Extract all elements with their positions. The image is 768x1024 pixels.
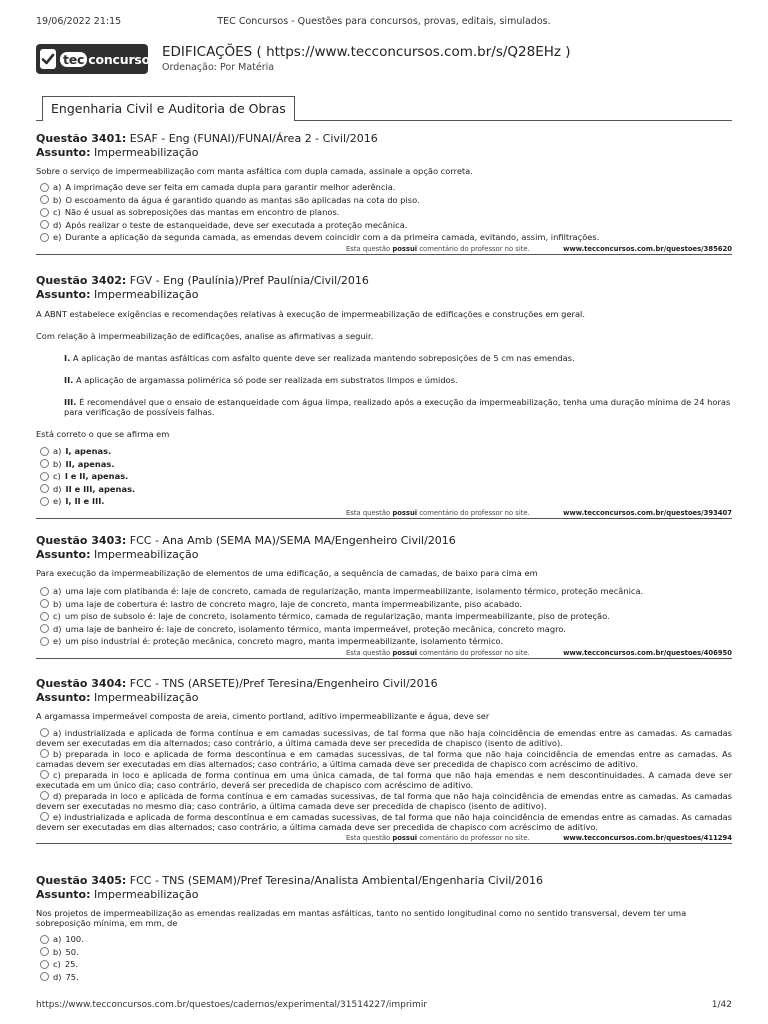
option-e[interactable]: e) Durante a aplicação da segunda camada, as emendas devem coincidir com a da primeira camada, evitando, assim, infiltrações. bbox=[36, 231, 732, 244]
print-url: https://www.tecconcursos.com.br/questoes/cadernos/experimental/31514227/imprimir bbox=[36, 1000, 428, 1010]
question-footer bbox=[36, 244, 732, 255]
question-subject: Assunto: Impermeabilização bbox=[36, 691, 199, 704]
question-statement: Nos projetos de impermeabilização as emendas realizadas em mantas asfálticas, tanto no sentido longitudinal como no sentido transversal, devem ter uma sobreposição mínima, em mm, de bbox=[36, 908, 687, 928]
question-3403 bbox=[36, 534, 732, 659]
statement-item: I. A aplicação de mantas asfálticas com asfalto quente deve ser realizada mantendo sobreposições de 5 cm nas emendas. bbox=[64, 353, 575, 363]
radio-button[interactable] bbox=[40, 233, 49, 242]
radio-button[interactable] bbox=[40, 960, 49, 969]
radio-button[interactable] bbox=[40, 484, 49, 493]
option-a[interactable]: a) uma laje com platibanda é: laje de concreto, camada de regularização, manta impermeabilizante, isolamento térmico, proteção mecânica. bbox=[36, 585, 732, 598]
radio-button[interactable] bbox=[40, 599, 49, 608]
option-e[interactable]: e) um piso industrial é: proteção mecânica, concreto magro, manta impermeabilizante, isolamento térmico. bbox=[36, 635, 732, 648]
radio-button[interactable] bbox=[40, 612, 49, 621]
question-header: Questão 3403: FCC - Ana Amb (SEMA MA)/SEMA MA/Engenheiro Civil/2016 bbox=[36, 534, 456, 547]
question-header: Questão 3402: FGV - Eng (Paulínia)/Pref Paulínia/Civil/2016 bbox=[36, 274, 369, 287]
print-page-title: TEC Concursos - Questões para concursos, provas, editais, simulados. bbox=[217, 16, 551, 27]
question-link[interactable]: www.tecconcursos.com.br/questoes/411294 bbox=[563, 834, 732, 842]
option-c[interactable]: c) um piso de subsolo é: laje de concreto, isolamento térmico, camada de regularização, manta impermeabilizante, piso de proteção. bbox=[36, 610, 732, 623]
question-statement: A argamassa impermeável composta de areia, cimento portland, aditivo impermeabilizante e água, deve ser bbox=[36, 711, 490, 721]
question-link[interactable]: www.tecconcursos.com.br/questoes/385620 bbox=[563, 244, 732, 253]
radio-button[interactable] bbox=[40, 947, 49, 956]
comment-note: Esta questão possui comentário do professor no site. bbox=[346, 508, 530, 517]
check-icon bbox=[40, 49, 56, 69]
print-datetime: 19/06/2022 21:15 bbox=[36, 16, 122, 27]
question-footer bbox=[36, 508, 732, 519]
option-e[interactable]: e) industrializada e aplicada de forma descontínua e em camadas sucessivas, de tal forma que não haja coincidência de emendas entre as camadas. As camadas devem ser executadas em dias alternados; caso contrário, a última camada deve ser precedida de chapisco com acréscimo de aditivo. bbox=[36, 812, 732, 832]
question-statement: Sobre o serviço de impermeabilização com manta asfáltica com dupla camada, assinale a opção correta. bbox=[36, 166, 473, 176]
question-subject: Assunto: Impermeabilização bbox=[36, 288, 199, 301]
radio-button[interactable] bbox=[40, 195, 49, 204]
option-d[interactable]: d) uma laje de banheiro é: laje de concreto, isolamento térmico, manta impermeável, proteção mecânica, concreto magro. bbox=[36, 623, 732, 636]
radio-button[interactable] bbox=[40, 447, 49, 456]
option-d[interactable]: d) 75. bbox=[36, 971, 732, 984]
question-paragraph: A ABNT estabelece exigências e recomendações relativas à execução de impermeabilização de edificações e construções em geral. bbox=[36, 309, 585, 319]
option-a[interactable]: a) 100. bbox=[36, 933, 732, 946]
option-c[interactable]: c) I e II, apenas. bbox=[36, 470, 732, 483]
question-subject: Assunto: Impermeabilização bbox=[36, 548, 199, 561]
print-header bbox=[36, 16, 732, 30]
radio-button[interactable] bbox=[40, 812, 49, 821]
question-header: Questão 3405: FCC - TNS (SEMAM)/Pref Teresina/Analista Ambiental/Engenharia Civil/2016 bbox=[36, 874, 544, 887]
option-b[interactable]: b) II, apenas. bbox=[36, 458, 732, 471]
topic-heading: Engenharia Civil e Auditoria de Obras bbox=[42, 96, 295, 121]
radio-button[interactable] bbox=[40, 972, 49, 981]
option-b[interactable]: b) 50. bbox=[36, 946, 732, 959]
option-d[interactable]: d) preparada in loco e aplicada de forma contínua e em camadas sucessivas, de tal forma que não haja coincidência de emendas entre as camadas. As camadas devem ser executadas no mesmo dia; caso contrário, a última camada deve ser precedida de chapisco (isento de aditivo). bbox=[36, 791, 732, 811]
radio-button[interactable] bbox=[40, 208, 49, 217]
statement-item: II. A aplicação de argamassa polimérica só pode ser realizada em substratos limpos e úmidos. bbox=[64, 375, 458, 385]
radio-button[interactable] bbox=[40, 183, 49, 192]
option-b[interactable]: b) uma laje de cobertura é: lastro de concreto magro, laje de concreto, manta impermeabilizante, piso acabado. bbox=[36, 598, 732, 611]
radio-button[interactable] bbox=[40, 637, 49, 646]
option-b[interactable]: b) O escoamento da água é garantido quando as mantas são aplicadas na cota do piso. bbox=[36, 194, 732, 207]
option-a[interactable]: a) I, apenas. bbox=[36, 445, 732, 458]
statement-item: III. É recomendável que o ensaio de estanqueidade com água limpa, realizado após a execução da impermeabilização, tenha uma duração mínima de 24 horas para verificação de possíveis falhas. bbox=[64, 397, 731, 417]
radio-button[interactable] bbox=[40, 935, 49, 944]
radio-button[interactable] bbox=[40, 459, 49, 468]
question-subject: Assunto: Impermeabilização bbox=[36, 146, 199, 159]
question-3401 bbox=[36, 132, 732, 255]
question-3405 bbox=[36, 874, 732, 983]
option-c[interactable]: c) 25. bbox=[36, 958, 732, 971]
question-header: Questão 3401: ESAF - Eng (FUNAI)/FUNAI/Área 2 - Civil/2016 bbox=[36, 132, 378, 145]
option-e[interactable]: e) I, II e III. bbox=[36, 495, 732, 508]
option-a[interactable]: a) A imprimação deve ser feita em camada dupla para garantir melhor aderência. bbox=[36, 181, 732, 194]
option-d[interactable]: d) Após realizar o teste de estanqueidade, deve ser executada a proteção mecânica. bbox=[36, 219, 732, 232]
question-header: Questão 3404: FCC - TNS (ARSETE)/Pref Teresina/Engenheiro Civil/2016 bbox=[36, 677, 438, 690]
question-link[interactable]: www.tecconcursos.com.br/questoes/393407 bbox=[563, 508, 732, 517]
radio-button[interactable] bbox=[40, 472, 49, 481]
radio-button[interactable] bbox=[40, 749, 49, 758]
radio-button[interactable] bbox=[40, 791, 49, 800]
question-footer bbox=[36, 833, 732, 844]
document-title: EDIFICAÇÕES ( https://www.tecconcursos.com.br/s/Q28EHz ) bbox=[162, 44, 571, 60]
option-c[interactable]: c) Não é usual as sobreposições das mantas em encontro de planos. bbox=[36, 206, 732, 219]
radio-button[interactable] bbox=[40, 624, 49, 633]
question-paragraph: Com relação à impermeabilização de edificações, analise as afirmativas a seguir. bbox=[36, 331, 374, 341]
option-b[interactable]: b) preparada in loco e aplicada de forma descontínua e em camadas sucessivas, de tal forma que não haja coincidência de emendas entre as camadas. As camadas devem ser executadas em dias alternados; caso contrário, a última camada deve ser precedida de chapisco com acréscimo de aditivo. bbox=[36, 749, 732, 769]
radio-button[interactable] bbox=[40, 497, 49, 506]
radio-button[interactable] bbox=[40, 220, 49, 229]
page-number: 1/42 bbox=[711, 1000, 732, 1010]
logo-text: tec concursos bbox=[60, 52, 157, 67]
radio-button[interactable] bbox=[40, 728, 49, 737]
question-3402 bbox=[36, 274, 732, 519]
question-statement: Para execução da impermeabilização de elementos de uma edificação, a sequência de camadas, de baixo para cima em bbox=[36, 568, 538, 578]
radio-button[interactable] bbox=[40, 770, 49, 779]
option-a[interactable]: a) industrializada e aplicada de forma contínua e em camadas sucessivas, de tal forma que não haja coincidência de emendas entre as camadas. As camadas devem ser executadas em dia alternados; caso contrário, a última camada deve ser precedida de chapisco (isento de aditivo). bbox=[36, 728, 733, 748]
question-footer bbox=[36, 648, 732, 659]
comment-note: Esta questão possui comentário do professor no site. bbox=[346, 244, 530, 253]
question-subject: Assunto: Impermeabilização bbox=[36, 888, 199, 901]
question-link[interactable]: www.tecconcursos.com.br/questoes/406950 bbox=[563, 648, 732, 657]
radio-button[interactable] bbox=[40, 587, 49, 596]
option-c[interactable]: c) preparada in loco e aplicada de forma contínua em uma única camada, de tal forma que não haja emendas e nem descontinuidades. A camada deve ser executada em um único dia; caso contrário, deverá ser precedida de chapisco com acréscimo de aditivo. bbox=[36, 770, 733, 790]
question-prompt: Está correto o que se afirma em bbox=[36, 429, 170, 439]
tecconcursos-logo[interactable] bbox=[36, 44, 158, 74]
question-3404 bbox=[36, 677, 732, 844]
comment-note: Esta questão possui comentário do professor no site. bbox=[346, 648, 530, 657]
document-ordering: Ordenação: Por Matéria bbox=[162, 62, 275, 73]
comment-note: Esta questão possui comentário do professor no site. bbox=[346, 834, 530, 842]
option-d[interactable]: d) II e III, apenas. bbox=[36, 483, 732, 496]
print-footer bbox=[36, 1000, 732, 1012]
